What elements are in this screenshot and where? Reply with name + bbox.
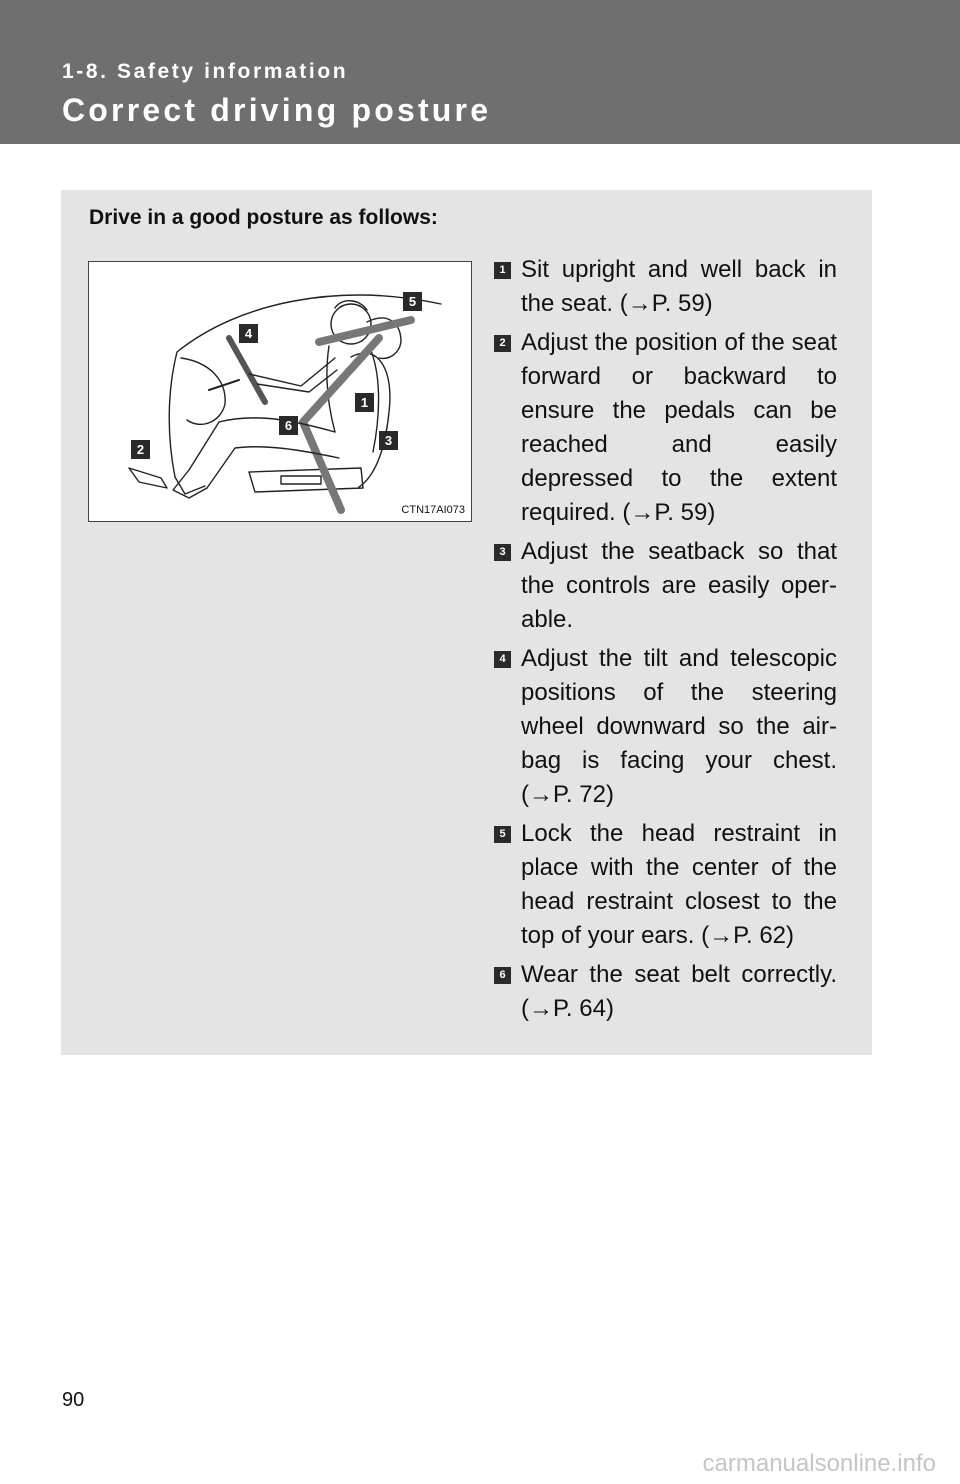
steering-wheel [229, 338, 265, 402]
callout-3 [379, 431, 398, 450]
callout-5 [403, 292, 422, 311]
step-item [494, 535, 837, 637]
watermark: carmanualsonline.info [702, 1450, 936, 1477]
callout-6 [279, 416, 298, 435]
step-number-badge: 1 [494, 262, 511, 279]
page-title: Correct driving posture [62, 92, 492, 128]
page-header [0, 0, 960, 144]
step-text: Adjust the tilt and telescopic positions of the steering wheel downward so the air-bag is facing your chest. (→P. 72) [521, 645, 837, 808]
pedal [129, 468, 167, 488]
step-number-badge: 6 [494, 967, 511, 984]
airbag-outline [181, 358, 225, 424]
seatback [351, 353, 393, 487]
section-label: 1-8. Safety information [62, 60, 349, 83]
step-number-badge: 5 [494, 826, 511, 843]
step-item [494, 326, 837, 530]
svg-text:3: 3 [384, 433, 393, 448]
step-text: Sit upright and well back in the seat. (→P. 59) [521, 256, 837, 317]
step-text: Wear the seat belt correctly. (→P. 64) [521, 961, 837, 1022]
page-number: 90 [62, 1389, 85, 1411]
seat-control [281, 476, 321, 484]
step-number-badge: 4 [494, 651, 511, 668]
svg-text:5: 5 [408, 294, 417, 309]
step-number-badge: 3 [494, 544, 511, 561]
figure-code: CTN17AI073 [401, 504, 465, 516]
step-number-badge: 2 [494, 335, 511, 352]
step-item [494, 253, 837, 321]
driver-foot [173, 470, 207, 498]
step-item [494, 642, 837, 812]
step-text: Adjust the position of the seat forward or backward to ensure the pedals can be reached and easily depressed to the extent required. (→P. 59) [521, 329, 837, 526]
callout-1 [355, 393, 374, 412]
callout-2 [131, 440, 150, 459]
driver-hair [335, 301, 367, 310]
step-item [494, 817, 837, 953]
callout-4 [239, 324, 258, 343]
intro-text: Drive in a good posture as follows: [89, 206, 438, 229]
step-text: Adjust the seatback so that the controls are easily oper-able. [521, 538, 837, 633]
svg-text:2: 2 [136, 442, 145, 457]
posture-drawing [89, 262, 472, 522]
svg-text:1: 1 [360, 395, 369, 410]
driver-arm-lower [257, 370, 337, 392]
seat-cushion [249, 468, 363, 492]
svg-text:6: 6 [284, 418, 293, 433]
svg-text:4: 4 [244, 326, 253, 341]
step-item [494, 958, 837, 1026]
driving-posture-illustration [88, 261, 472, 522]
step-text: Lock the head restraint in place with the center of the head restraint closest to the top of your ears. (→P. 62) [521, 820, 837, 949]
posture-steps [494, 253, 837, 1026]
